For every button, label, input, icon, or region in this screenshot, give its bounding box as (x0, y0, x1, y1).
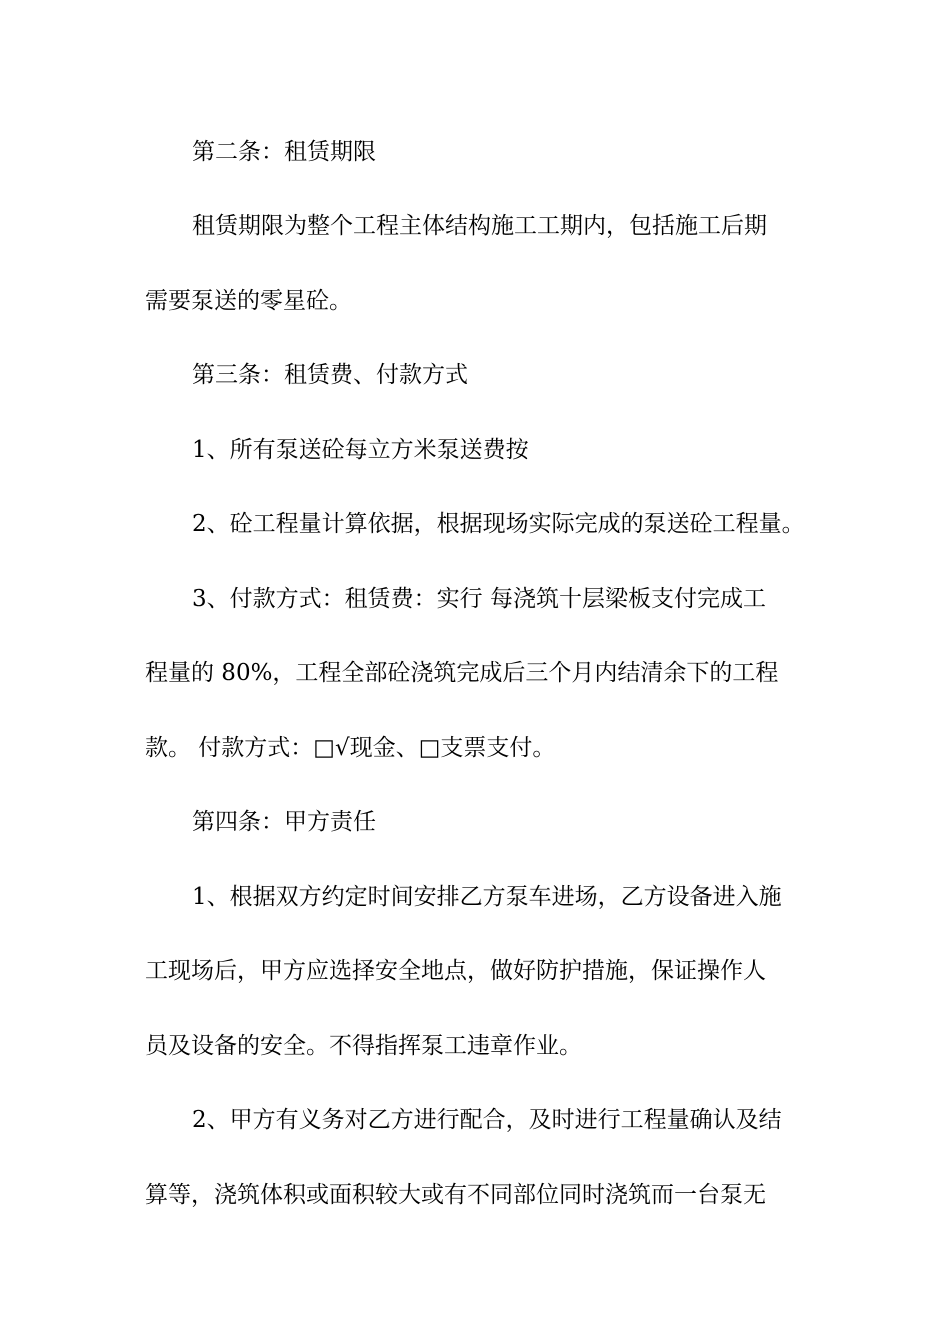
text-line: 第二条：租赁期限 (192, 139, 376, 165)
text-line: 租赁期限为整个工程主体结构施工工期内，包括施工后期 (192, 213, 767, 239)
paragraph-line (0, 206, 950, 246)
text-line: 1、所有泵送砼每立方米泵送费按 (192, 437, 529, 463)
text-line: 第四条：甲方责任 (192, 809, 376, 835)
paragraph-line (0, 504, 950, 544)
paragraph-line (0, 951, 950, 991)
text-line: 1、根据双方约定时间安排乙方泵车进场，乙方设备进入施 (192, 884, 782, 910)
article-heading-fees (0, 355, 950, 395)
paragraph-line (0, 579, 950, 619)
text-line: 第三条：租赁费、付款方式 (192, 362, 468, 388)
article-heading-party-a (0, 802, 950, 842)
paragraph-line (0, 728, 950, 768)
paragraph-line (0, 1026, 950, 1066)
paragraph-line (0, 430, 950, 470)
paragraph-line (0, 1100, 950, 1140)
paragraph-line (0, 281, 950, 321)
text-line: 工现场后，甲方应选择安全地点，做好防护措施，保证操作人 (145, 958, 766, 984)
text-line: 3、付款方式：租赁费：实行 每浇筑十层梁板支付完成工 (192, 586, 766, 612)
paragraph-line (0, 1175, 950, 1215)
text-line: 2、甲方有义务对乙方进行配合，及时进行工程量确认及结 (192, 1107, 782, 1133)
paragraph-line (0, 877, 950, 917)
article-heading-lease-term (0, 132, 950, 172)
text-line: 2、砼工程量计算依据，根据现场实际完成的泵送砼工程量。 (192, 511, 805, 537)
text-line: 程量的 80%，工程全部砼浇筑完成后三个月内结清余下的工程 (145, 660, 779, 686)
text-line: 员及设备的安全。不得指挥泵工违章作业。 (145, 1033, 582, 1059)
text-line: 款。 付款方式：□√现金、□支票支付。 (145, 735, 556, 761)
paragraph-line (0, 653, 950, 693)
text-line: 需要泵送的零星砼。 (145, 288, 352, 314)
text-line: 算等，浇筑体积或面积较大或有不同部位同时浇筑而一台泵无 (145, 1182, 766, 1208)
